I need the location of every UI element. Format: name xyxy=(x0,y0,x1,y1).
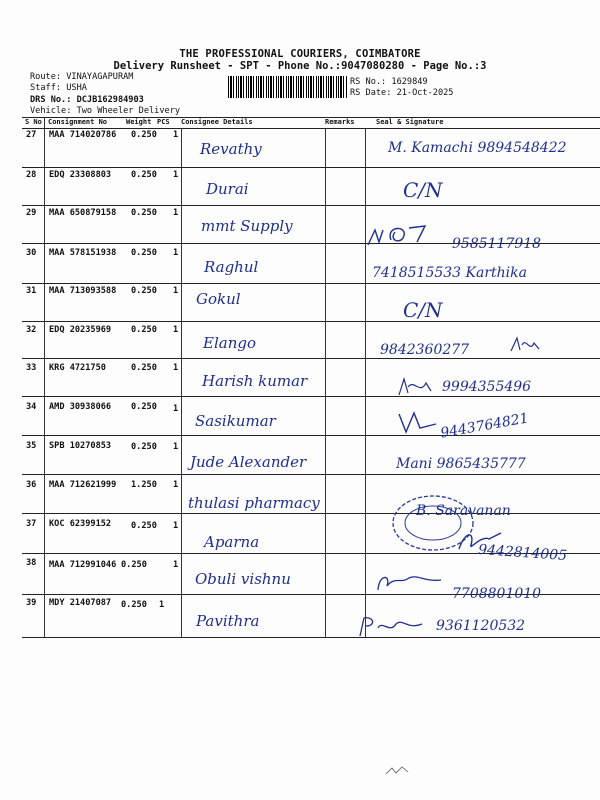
row-weight: 0.250 xyxy=(121,600,147,610)
header-bottom-border xyxy=(22,128,600,129)
col-header-remarks: Remarks xyxy=(325,118,355,126)
row-weight: 0.250 xyxy=(121,560,147,570)
vehicle-label: Vehicle: Two Wheeler Delivery xyxy=(30,106,181,116)
col-header-weight: Weight xyxy=(126,118,152,126)
row-weight: 0.250 xyxy=(131,170,157,180)
row-pcs: 1 xyxy=(159,600,165,610)
barcode xyxy=(228,76,348,98)
row-pcs: 1 xyxy=(173,480,179,490)
row-sno: 27 xyxy=(26,130,37,140)
consignee-handwriting: thulasi pharmacy xyxy=(188,494,320,512)
signature-handwriting: 7708801010 xyxy=(452,586,542,602)
row-sno: 30 xyxy=(26,248,37,258)
row-sno: 32 xyxy=(26,325,37,335)
route-label: Route: VINAYAGAPURAM xyxy=(30,72,134,82)
consignee-handwriting: Elango xyxy=(203,334,256,352)
rs-number: RS No.: 1629849 xyxy=(350,77,428,87)
signature-handwriting: 9443764821 xyxy=(439,410,530,442)
rs-date: RS Date: 21-Oct-2025 xyxy=(350,88,454,98)
row-divider xyxy=(22,167,600,168)
row-weight: 0.250 xyxy=(131,286,157,296)
row-consignment: MAA 712991046 xyxy=(49,560,117,570)
row-consignment: EDQ 20235969 xyxy=(49,325,112,335)
row-weight: 0.250 xyxy=(131,130,157,140)
row-consignment: KRG 4721750 xyxy=(49,363,106,373)
consignee-handwriting: Raghul xyxy=(204,258,259,276)
row-pcs: 1 xyxy=(173,442,179,452)
row-pcs: 1 xyxy=(173,286,179,296)
consignee-handwriting: Gokul xyxy=(196,290,241,308)
col-header-consignee: Consignee Details xyxy=(181,118,253,126)
row-sno: 38 xyxy=(26,558,37,568)
consignee-handwriting: Pavithra xyxy=(196,612,260,630)
column-divider xyxy=(44,118,45,638)
row-pcs: 1 xyxy=(173,248,179,258)
row-divider xyxy=(22,513,600,514)
row-consignment: MAA 578151938 xyxy=(49,248,117,258)
row-pcs: 1 xyxy=(173,363,179,373)
col-header-consignment: Consignment No xyxy=(48,118,108,126)
consignee-handwriting: Aparna xyxy=(204,533,260,551)
row-consignment: MAA 713093588 xyxy=(49,286,117,296)
row-consignment: MDY 21407087 xyxy=(49,598,112,608)
row-sno: 34 xyxy=(26,402,37,412)
signature-handwriting: 7418515533 Karthika xyxy=(372,265,527,281)
row-weight: 0.250 xyxy=(131,325,157,335)
row-sno: 29 xyxy=(26,208,37,218)
consignee-handwriting: Sasikumar xyxy=(195,412,276,430)
row-consignment: EDQ 23308803 xyxy=(49,170,112,180)
table-bottom-border xyxy=(22,637,600,638)
staff-label: Staff: USHA xyxy=(30,83,87,93)
row-pcs: 1 xyxy=(173,130,179,140)
row-consignment: MAA 712621999 xyxy=(49,480,117,490)
row-sno: 31 xyxy=(26,286,37,296)
signature-scribble xyxy=(375,570,445,594)
row-sno: 39 xyxy=(26,598,37,608)
row-pcs: 1 xyxy=(173,170,179,180)
consignee-handwriting: Durai xyxy=(206,180,249,198)
row-divider xyxy=(22,205,600,206)
row-sno: 35 xyxy=(26,441,37,451)
signature-scribble xyxy=(365,220,445,250)
row-weight: 0.250 xyxy=(131,402,157,412)
row-consignment: MAA 650879158 xyxy=(49,208,117,218)
row-pcs: 1 xyxy=(173,521,179,531)
row-consignment: AMD 30938066 xyxy=(49,402,112,412)
row-divider xyxy=(22,396,600,397)
row-sno: 33 xyxy=(26,363,37,373)
signature-handwriting: B. Saravanan xyxy=(416,503,511,519)
row-weight: 0.250 xyxy=(131,521,157,531)
row-consignment: KOC 62399152 xyxy=(49,519,112,529)
consignee-handwriting: mmt Supply xyxy=(201,217,293,235)
row-divider xyxy=(22,283,600,284)
row-pcs: 1 xyxy=(173,560,179,570)
consignee-handwriting: Jude Alexander xyxy=(190,453,307,471)
scan-mark xyxy=(384,764,410,778)
signature-handwriting: 9442814005 xyxy=(477,541,568,565)
row-weight: 0.250 xyxy=(131,363,157,373)
signature-scribble xyxy=(396,408,442,436)
signature-scribble xyxy=(396,375,434,399)
signature-scribble xyxy=(356,612,426,640)
row-sno: 36 xyxy=(26,480,37,490)
row-weight: 0.250 xyxy=(131,248,157,258)
row-weight: 0.250 xyxy=(131,208,157,218)
row-sno: 28 xyxy=(26,170,37,180)
row-pcs: 1 xyxy=(173,325,179,335)
table-top-border xyxy=(22,117,600,118)
signature-handwriting: M. Kamachi 9894548422 xyxy=(388,140,567,156)
col-header-seal: Seal & Signature xyxy=(376,118,444,126)
consignee-handwriting: Revathy xyxy=(200,140,262,158)
col-header-sno: S No xyxy=(25,118,42,126)
signature-handwriting: Mani 9865435777 xyxy=(396,456,526,472)
signature-handwriting: C/N xyxy=(403,298,443,322)
runsheet-title: Delivery Runsheet - SPT - Phone No.:9047080280 - Page No.:3 xyxy=(113,60,487,72)
consignee-handwriting: Harish kumar xyxy=(202,372,308,390)
row-divider xyxy=(22,358,600,359)
signature-handwriting: 9994355496 xyxy=(442,379,532,395)
signature-scribble xyxy=(508,335,542,355)
row-divider xyxy=(22,321,600,322)
row-pcs: 1 xyxy=(173,208,179,218)
row-sno: 37 xyxy=(26,519,37,529)
row-consignment: MAA 714020786 xyxy=(49,130,117,140)
signature-handwriting: 9361120532 xyxy=(436,618,526,634)
signature-handwriting: 9842360277 xyxy=(380,342,470,358)
company-title: THE PROFESSIONAL COURIERS, COIMBATORE xyxy=(179,48,421,60)
row-consignment: SPB 10270853 xyxy=(49,441,112,451)
signature-handwriting: 9585117918 xyxy=(452,236,542,252)
drs-number: DRS No.: DCJB162984903 xyxy=(30,95,144,105)
row-weight: 1.250 xyxy=(131,480,157,490)
row-divider xyxy=(22,435,600,436)
row-divider xyxy=(22,474,600,475)
row-pcs: 1 xyxy=(173,404,179,414)
row-weight: 0.250 xyxy=(131,442,157,452)
col-header-pcs: PCS xyxy=(157,118,170,126)
consignee-handwriting: Obuli vishnu xyxy=(195,570,291,588)
signature-handwriting: C/N xyxy=(403,178,443,202)
